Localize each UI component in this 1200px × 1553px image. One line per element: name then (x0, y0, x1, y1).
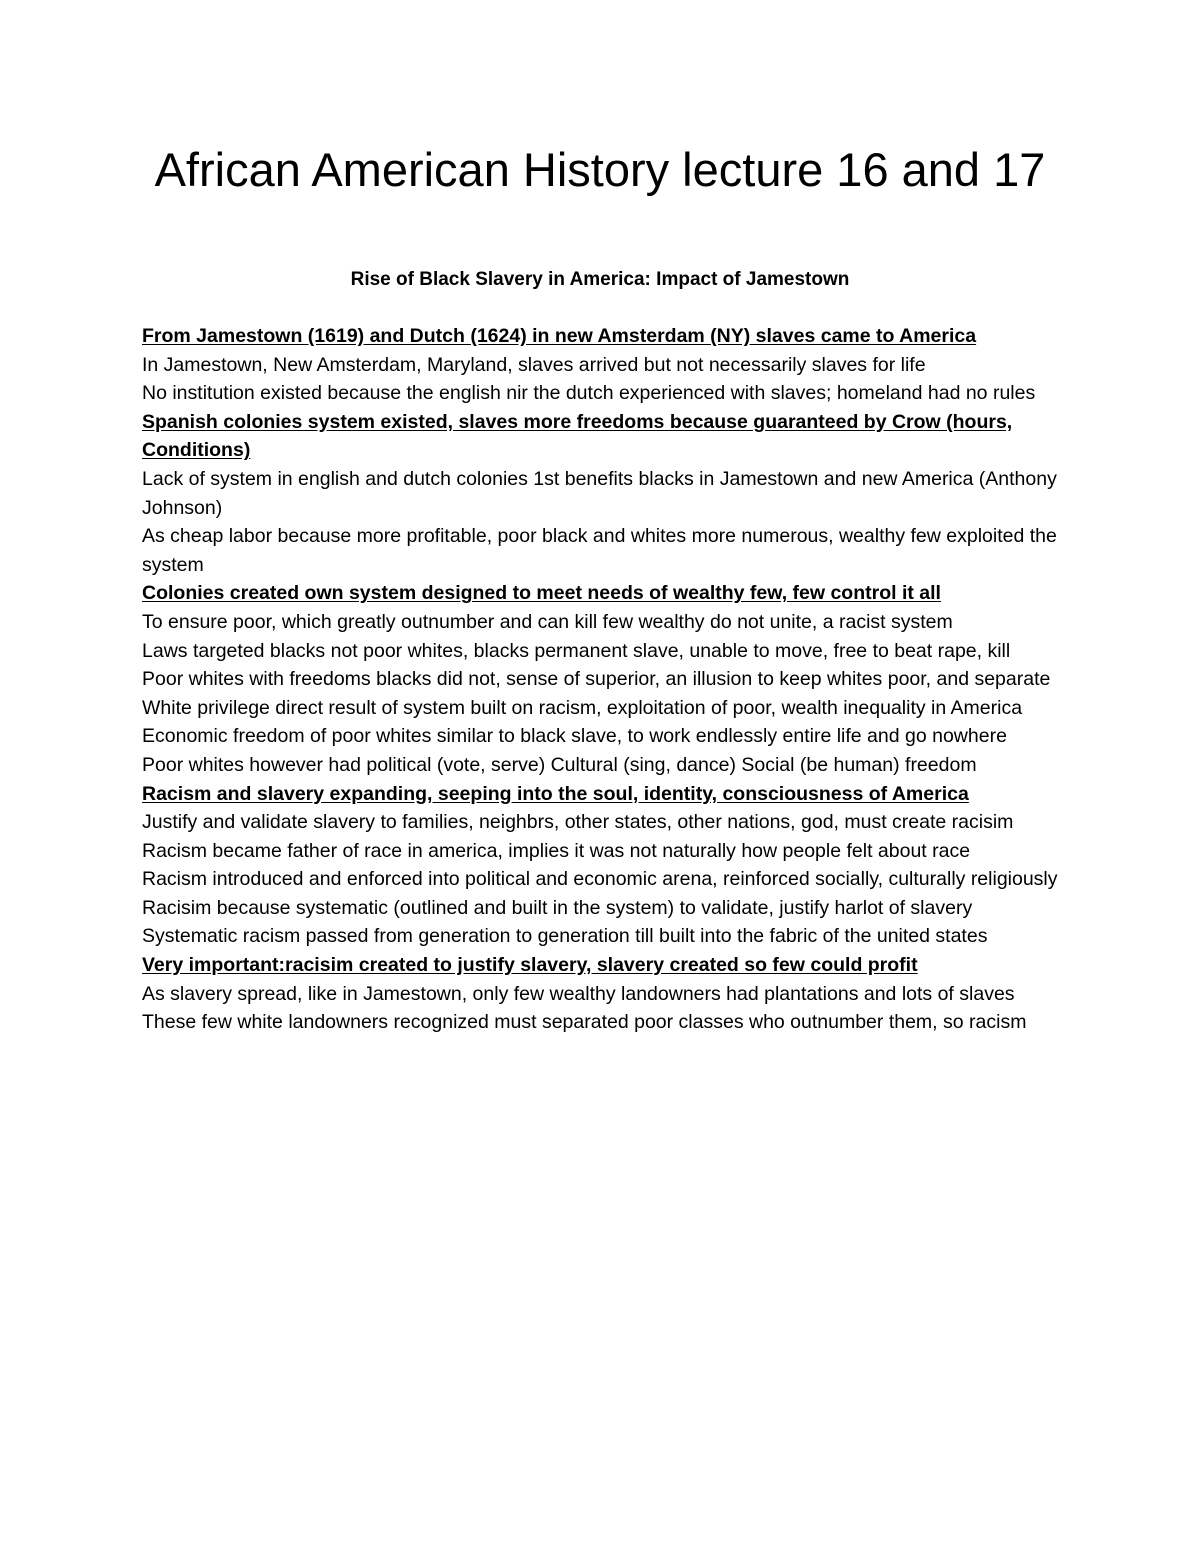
note-line: Poor whites however had political (vote, serve) Cultural (sing, dance) Social (be human) freedom (142, 753, 977, 776)
note-line: Racism became father of race in america, implies it was not naturally how people felt about race (142, 839, 971, 862)
section-heading: Spanish colonies system existed, slaves more freedoms because guaranteed by Crow (hours, Conditions) (142, 410, 1013, 462)
note-line: Laws targeted blacks not poor whites, blacks permanent slave, unable to move, free to beat rape, kill (142, 639, 1011, 662)
section-heading: Very important:racisim created to justify slavery, slavery created so few could profit (142, 954, 918, 977)
section-heading: Colonies created own system designed to meet needs of wealthy few, few control it all (142, 582, 941, 605)
note-line: In Jamestown, New Amsterdam, Maryland, slaves arrived but not necessarily slaves for life (142, 353, 926, 376)
note-line: Lack of system in english and dutch colonies 1st benefits blacks in Jamestown and new America (Anthony Johnson) (142, 467, 1057, 519)
note-line: Justify and validate slavery to families, neighbrs, other states, other nations, god, must create racisim (142, 811, 1014, 834)
note-line: Systematic racism passed from generation to generation till built into the fabric of the united states (142, 925, 988, 948)
document-title: African American History lecture 16 and 17 (154, 143, 1046, 196)
notes-body (142, 322, 1067, 1037)
note-line: Racism introduced and enforced into political and economic arena, reinforced socially, culturally religiously (142, 868, 1058, 891)
note-line: As slavery spread, like in Jamestown, only few wealthy landowners had plantations and lots of slaves (142, 982, 1015, 1005)
note-line: White privilege direct result of system built on racism, exploitation of poor, wealth inequality in America (142, 696, 1023, 719)
note-line: As cheap labor because more profitable, poor black and whites more numerous, wealthy few exploited the system (142, 525, 1057, 576)
section-heading: Racism and slavery expanding, seeping into the soul, identity, consciousness of America (142, 782, 969, 805)
note-line: To ensure poor, which greatly outnumber and can kill few wealthy do not unite, a racist system (142, 610, 953, 633)
note-line: These few white landowners recognized must separated poor classes who outnumber them, so racism (142, 1011, 1027, 1034)
note-line: Economic freedom of poor whites similar to black slave, to work endlessly entire life and go nowhere (142, 725, 1007, 748)
note-line: Poor whites with freedoms blacks did not, sense of superior, an illusion to keep whites poor, and separate (142, 668, 1051, 691)
section-heading: From Jamestown (1619) and Dutch (1624) in new Amsterdam (NY) slaves came to America (142, 325, 977, 347)
document-subtitle: Rise of Black Slavery in America: Impact of Jamestown (350, 269, 850, 290)
note-line: Racisim because systematic (outlined and built in the system) to validate, justify harlot of slavery (142, 896, 973, 919)
note-line: No institution existed because the english nir the dutch experienced with slaves; homeland had no rules (142, 382, 1036, 405)
